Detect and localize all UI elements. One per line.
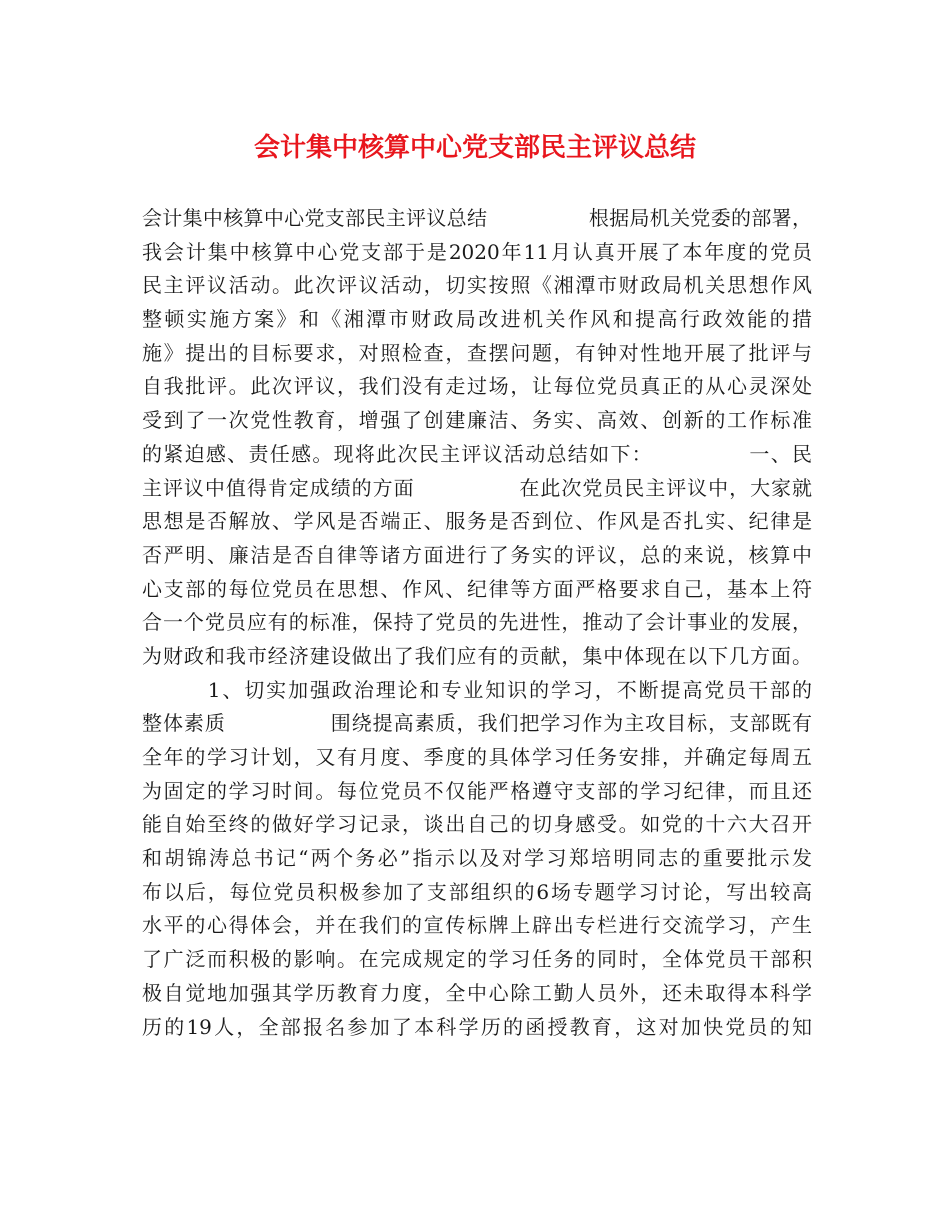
body-line: 受到了一次党性教育，增强了创建廉洁、务实、高效、创新的工作标准 xyxy=(142,408,812,433)
body-line: 了广泛而积极的影响。在完成规定的学习任务的同时，全体党员干部积 xyxy=(142,947,812,972)
body-line: 历的19人，全部报名参加了本科学历的函授教育，这对加快党员的知 xyxy=(142,1014,812,1039)
body-line: 和胡锦涛总书记“两个务必”指示以及对学习郑培明同志的重要批示发 xyxy=(142,846,812,871)
body-line: 的紧迫感、责任感。现将此次民主评议活动总结如下： 一、民 xyxy=(142,441,812,466)
document-title: 会计集中核算中心党支部民主评议总结 xyxy=(253,133,696,163)
body-line: 布以后，每位党员积极参加了支部组织的6场专题学习讨论，写出较高 xyxy=(142,879,812,904)
body-line: 施》提出的目标要求，对照检查，查摆问题，有钟对性地开展了批评与 xyxy=(142,340,812,365)
body-line: 心支部的每位党员在思想、作风、纪律等方面严格要求自己，基本上符 xyxy=(142,576,812,601)
body-line: 会计集中核算中心党支部民主评议总结 根据局机关党委的部署， xyxy=(142,206,812,230)
body-line: 否严明、廉洁是否自律等诸方面进行了务实的评议，总的来说，核算中 xyxy=(142,542,812,567)
body-line: 整顿实施方案》和《湘潭市财政局改进机关作风和提高行政效能的措 xyxy=(142,307,812,332)
body-line: 为财政和我市经济建设做出了我们应有的贡献，集中体现在以下几方面。 xyxy=(142,643,812,668)
body-line: 为固定的学习时间。每位党员不仅能严格遵守支部的学习纪律，而且还 xyxy=(142,778,812,803)
body-line: 能自始至终的做好学习记录，谈出自己的切身感受。如党的十六大召开 xyxy=(142,812,812,837)
body-line: 民主评议活动。此次评议活动，切实按照《湘潭市财政局机关思想作风 xyxy=(142,273,812,298)
body-line: 主评议中值得肯定成绩的方面 在此次党员民主评议中，大家就 xyxy=(142,475,812,500)
body-line: 合一个党员应有的标准，保持了党员的先进性，推动了会计事业的发展， xyxy=(142,610,812,635)
body-line: 1、切实加强政治理论和专业知识的学习，不断提高党员干部的 xyxy=(142,677,812,702)
body-line: 极自觉地加强其学历教育力度，全中心除工勤人员外，还未取得本科学 xyxy=(142,980,812,1005)
body-line: 我会计集中核算中心党支部于是2020年11月认真开展了本年度的党员 xyxy=(142,239,812,264)
body-line: 思想是否解放、学风是否端正、服务是否到位、作风是否扎实、纪律是 xyxy=(142,509,812,534)
body-line: 自我批评。此次评议，我们没有走过场，让每位党员真正的从心灵深处 xyxy=(142,374,812,399)
body-line: 整体素质 围绕提高素质，我们把学习作为主攻目标，支部既有 xyxy=(142,711,812,736)
body-line: 全年的学习计划，又有月度、季度的具体学习任务安排，并确定每周五 xyxy=(142,745,812,769)
body-line: 水平的心得体会，并在我们的宣传标牌上辟出专栏进行交流学习，产生 xyxy=(142,913,812,938)
document-body xyxy=(142,202,812,1044)
